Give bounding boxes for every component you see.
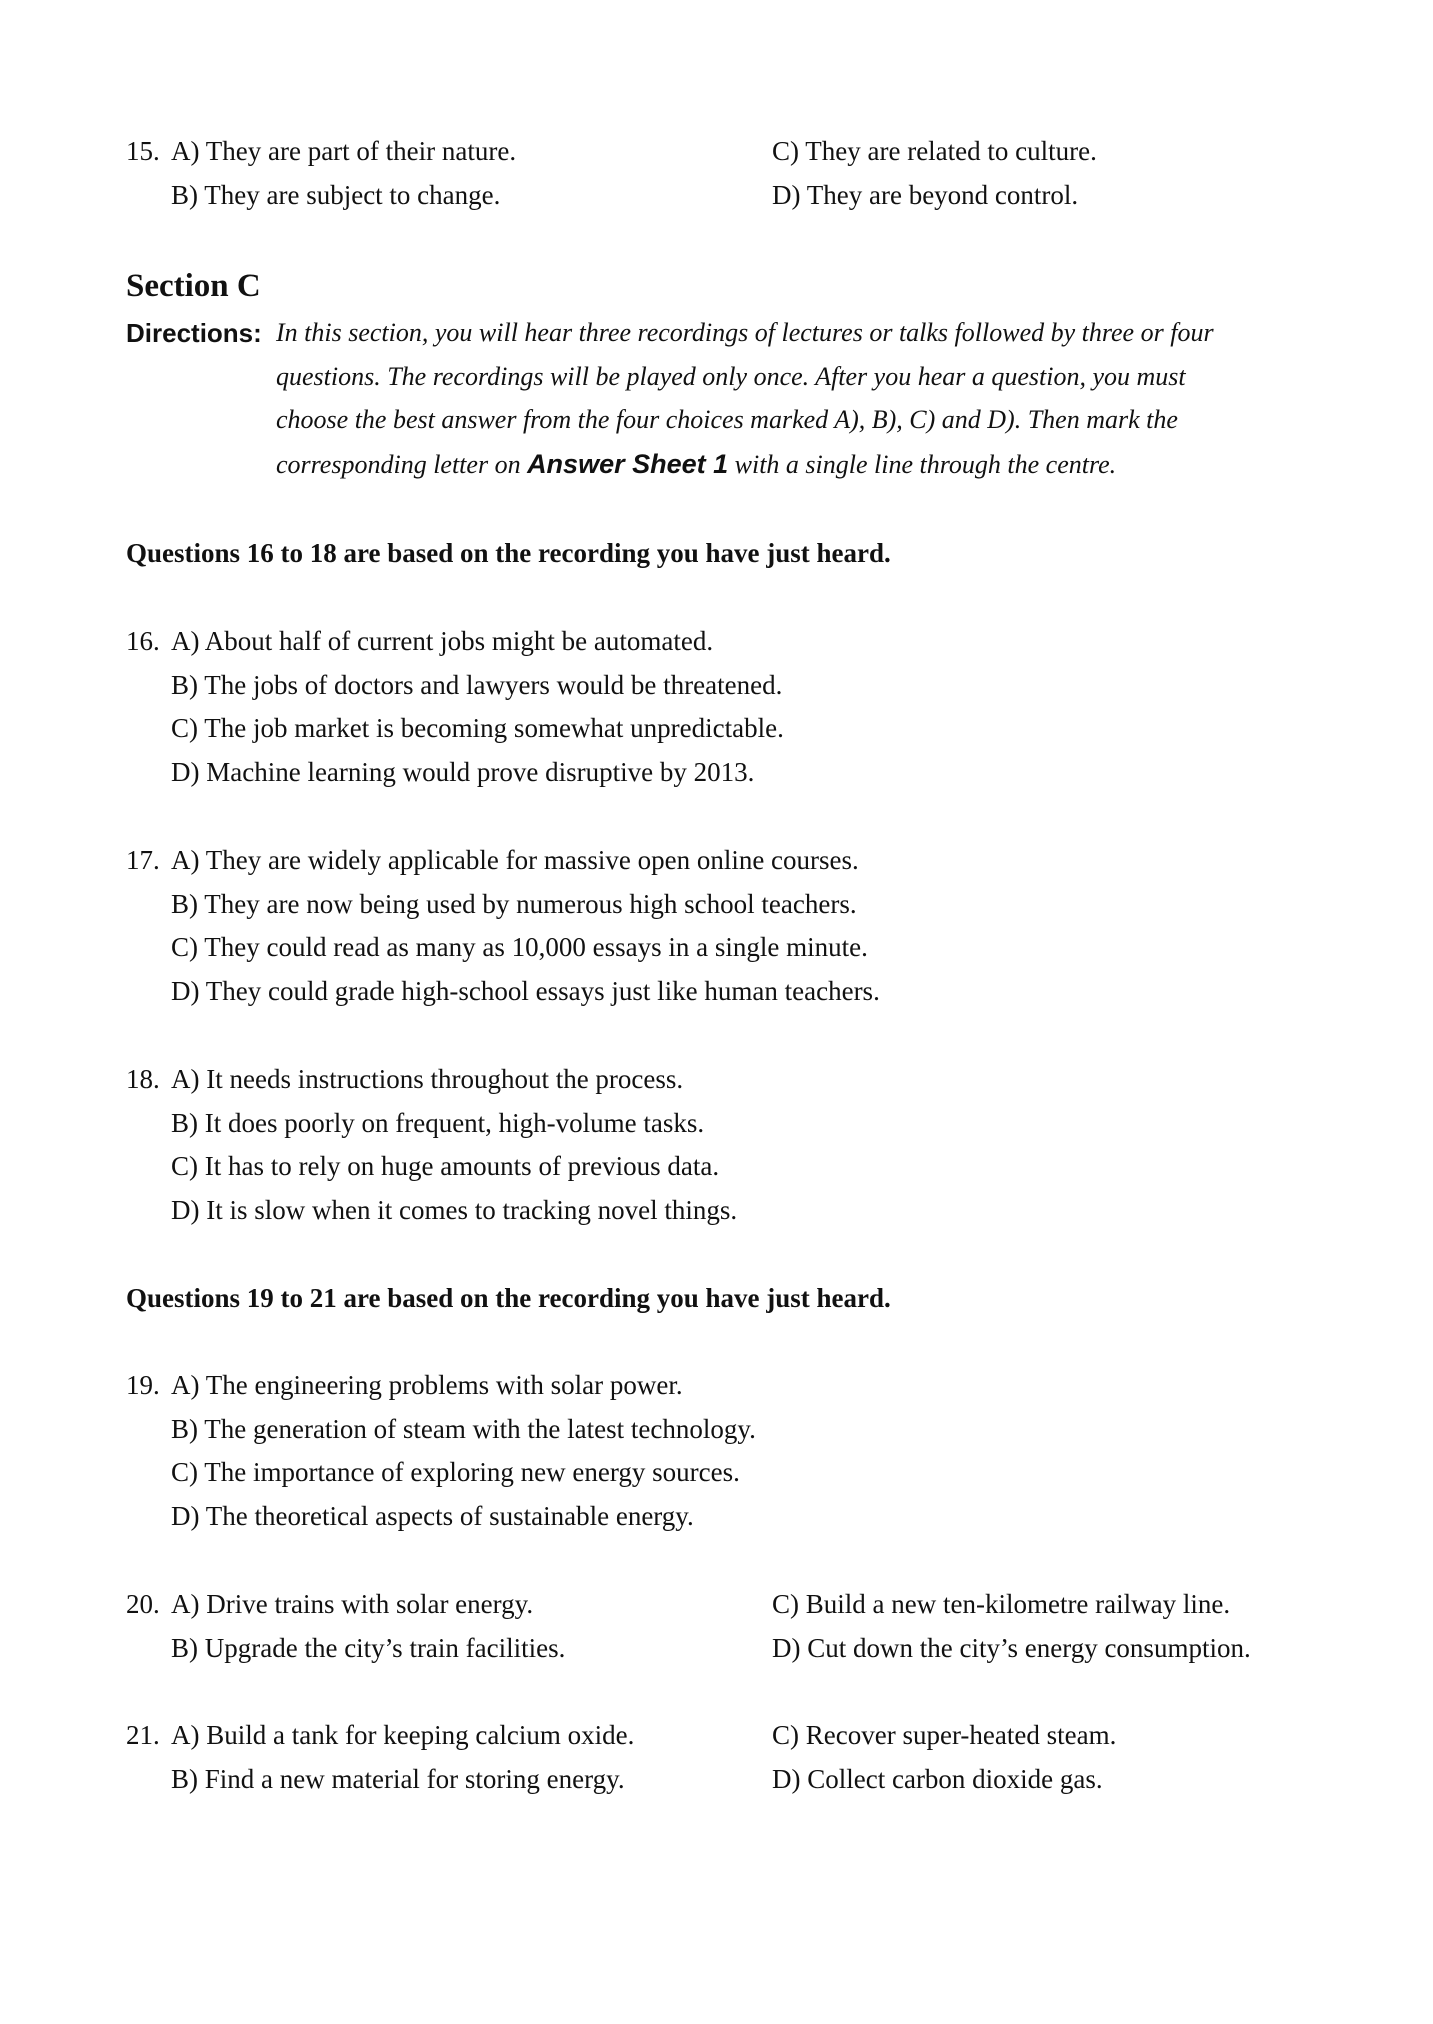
option-d: D) The theoretical aspects of sustainable energy. [171,1501,694,1531]
option-a: A) About half of current jobs might be automated. [171,626,714,656]
answer-sheet-label: Answer Sheet 1 [527,449,729,479]
option-d: D) They are beyond control. [772,180,1079,210]
option-c: C) It has to rely on huge amounts of previous data. [171,1151,720,1181]
option-c: C) They could read as many as 10,000 essays in a single minute. [171,932,868,962]
option-a: A) Build a tank for keeping calcium oxide. [171,1720,635,1750]
question-number: 16. [126,626,160,656]
option-a: A) Drive trains with solar energy. [171,1589,534,1619]
option-b: B) They are now being used by numerous high school teachers. [171,889,857,919]
option-c: C) They are related to culture. [772,136,1097,166]
option-c: C) The job market is becoming somewhat unpredictable. [171,713,784,743]
option-d: D) Cut down the city’s energy consumption. [772,1633,1251,1663]
option-c: C) The importance of exploring new energy sources. [171,1457,740,1487]
directions-line-4-start: corresponding letter on [276,450,528,479]
questions-group-header: Questions 19 to 21 are based on the recording you have just heard. [126,1283,891,1313]
directions-label: Directions: [126,318,262,348]
directions-line-4-end: with a single line through the centre. [728,450,1117,479]
option-d: D) Machine learning would prove disruptive by 2013. [171,757,755,787]
option-c: C) Build a new ten-kilometre railway line. [772,1589,1231,1619]
option-b: B) Upgrade the city’s train facilities. [171,1633,566,1663]
question-number: 21. [126,1720,160,1750]
question-number: 17. [126,845,160,875]
question-number: 19. [126,1370,160,1400]
option-a: A) They are part of their nature. [171,136,517,166]
option-b: B) The jobs of doctors and lawyers would be threatened. [171,670,783,700]
option-a: A) It needs instructions throughout the process. [171,1064,684,1094]
question-number: 15. [126,136,160,166]
directions-line-2: questions. The recordings will be played only once. After you hear a question, you must [276,362,1186,391]
option-d: D) They could grade high-school essays just like human teachers. [171,976,880,1006]
directions-line-3: choose the best answer from the four choices marked A), B), C) and D). Then mark the [276,405,1178,434]
questions-group-header: Questions 16 to 18 are based on the recording you have just heard. [126,538,891,568]
directions-line-4 [276,451,1116,478]
option-d: D) Collect carbon dioxide gas. [772,1764,1103,1794]
option-b: B) It does poorly on frequent, high-volume tasks. [171,1108,705,1138]
option-b: B) The generation of steam with the latest technology. [171,1414,756,1444]
option-c: C) Recover super-heated steam. [772,1720,1117,1750]
section-title: Section C [126,268,261,304]
option-b: B) Find a new material for storing energy. [171,1764,625,1794]
option-a: A) The engineering problems with solar power. [171,1370,683,1400]
option-d: D) It is slow when it comes to tracking novel things. [171,1195,738,1225]
option-b: B) They are subject to change. [171,180,501,210]
option-a: A) They are widely applicable for massive open online courses. [171,845,859,875]
question-number: 20. [126,1589,160,1619]
directions-line-1: In this section, you will hear three recordings of lectures or talks followed by three or four [276,318,1214,347]
question-number: 18. [126,1064,160,1094]
